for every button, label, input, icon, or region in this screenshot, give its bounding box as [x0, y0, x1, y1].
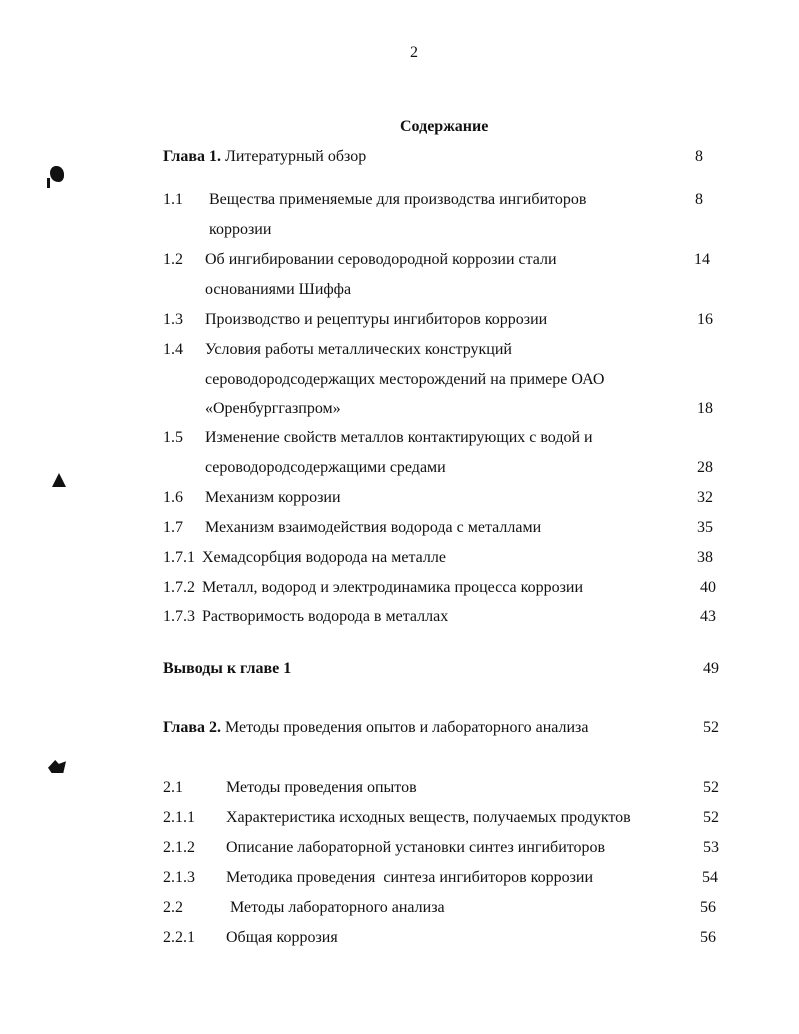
toc-entry-cont: сероводородсодержащих месторождений на примере ОАО — [205, 371, 605, 388]
toc-page: 52 — [703, 809, 719, 826]
toc-entry-2-1-2[interactable]: Описание лабораторной установки синтез ингибиторов — [226, 839, 606, 856]
toc-entry-1-7[interactable]: Механизм взаимодействия водорода с металлами — [205, 519, 542, 536]
toc-page: 28 — [697, 459, 713, 476]
toc-page: 56 — [700, 899, 716, 916]
toc-num: 2.1.1 — [163, 809, 195, 826]
toc-page: 35 — [697, 519, 713, 536]
toc-conclusions-1[interactable]: Выводы к главе 1 — [163, 660, 292, 677]
toc-page: 52 — [703, 779, 719, 796]
toc-page: 14 — [694, 251, 710, 268]
toc-entry-1-4[interactable]: Условия работы металлических конструкций — [205, 341, 512, 358]
page-number: 2 — [410, 44, 418, 61]
toc-page: 8 — [695, 148, 703, 165]
toc-entry-1-7-2[interactable]: Металл, водород и электродинамика процесса коррозии — [202, 579, 584, 596]
toc-num: 1.5 — [163, 429, 183, 446]
toc-entry-cont: «Оренбурггазпром» — [205, 400, 341, 417]
toc-page: 8 — [695, 191, 703, 208]
toc-title: Содержание — [400, 118, 489, 135]
toc-page: 40 — [700, 579, 716, 596]
toc-entry-1-5[interactable]: Изменение свойств металлов контактирующих с водой и — [205, 429, 593, 446]
toc-page: 38 — [697, 549, 713, 566]
chapter-text: Литературный обзор — [225, 148, 367, 165]
toc-page: 52 — [703, 719, 719, 736]
toc-num: 1.6 — [163, 489, 183, 506]
toc-page: 43 — [700, 608, 716, 625]
toc-entry-2-2-1[interactable]: Общая коррозия — [226, 929, 338, 946]
toc-entry-cont: основаниями Шиффа — [205, 281, 352, 298]
toc-page: 16 — [697, 311, 713, 328]
toc-entry-2-2[interactable]: Методы лабораторного анализа — [230, 899, 445, 916]
toc-num: 2.1 — [163, 779, 183, 796]
toc-num: 2.1.2 — [163, 839, 195, 856]
scan-speck — [52, 473, 66, 487]
toc-page: 54 — [702, 869, 718, 886]
toc-num: 1.7.3 — [163, 608, 195, 625]
toc-num: 1.4 — [163, 341, 183, 358]
toc-num: 2.2 — [163, 899, 183, 916]
chapter-text: Методы проведения опытов и лабораторного анализа — [225, 719, 589, 736]
toc-page: 49 — [703, 660, 719, 677]
toc-entry-1-1[interactable]: Вещества применяемые для производства ингибиторов — [209, 191, 587, 208]
scan-speck — [47, 178, 50, 188]
toc-entry-cont: сероводородсодержащими средами — [205, 459, 446, 476]
chapter-label: Глава 2. — [163, 719, 221, 736]
toc-entry-1-7-1[interactable]: Хемадсорбция водорода на металле — [202, 549, 446, 566]
toc-page: 32 — [697, 489, 713, 506]
toc-entry-2-1[interactable]: Методы проведения опытов — [226, 779, 417, 796]
toc-entry-1-7-3[interactable]: Растворимость водорода в металлах — [202, 608, 449, 625]
scan-speck — [48, 760, 66, 773]
toc-num: 2.1.3 — [163, 869, 195, 886]
toc-num: 1.7.1 — [163, 549, 195, 566]
toc-num: 1.1 — [163, 191, 183, 208]
toc-entry-1-2[interactable]: Об ингибировании сероводородной коррозии стали — [205, 251, 557, 268]
toc-page: 56 — [700, 929, 716, 946]
scan-speck — [50, 166, 64, 182]
toc-entry-2-1-3[interactable]: Методика проведения синтеза ингибиторов коррозии — [226, 869, 594, 886]
toc-page: 53 — [703, 839, 719, 856]
toc-entry-1-6[interactable]: Механизм коррозии — [205, 489, 341, 506]
toc-chapter-1[interactable] — [163, 147, 366, 167]
toc-chapter-2[interactable] — [163, 718, 588, 738]
toc-entry-1-3[interactable]: Производство и рецептуры ингибиторов коррозии — [205, 311, 548, 328]
toc-num: 1.2 — [163, 251, 183, 268]
toc-num: 1.3 — [163, 311, 183, 328]
toc-num: 1.7.2 — [163, 579, 195, 596]
toc-num: 2.2.1 — [163, 929, 195, 946]
toc-entry-2-1-1[interactable]: Характеристика исходных веществ, получаемых продуктов — [226, 809, 631, 826]
toc-page: 18 — [697, 400, 713, 417]
toc-entry-cont: коррозии — [209, 221, 272, 238]
chapter-label: Глава 1. — [163, 148, 221, 165]
toc-num: 1.7 — [163, 519, 183, 536]
